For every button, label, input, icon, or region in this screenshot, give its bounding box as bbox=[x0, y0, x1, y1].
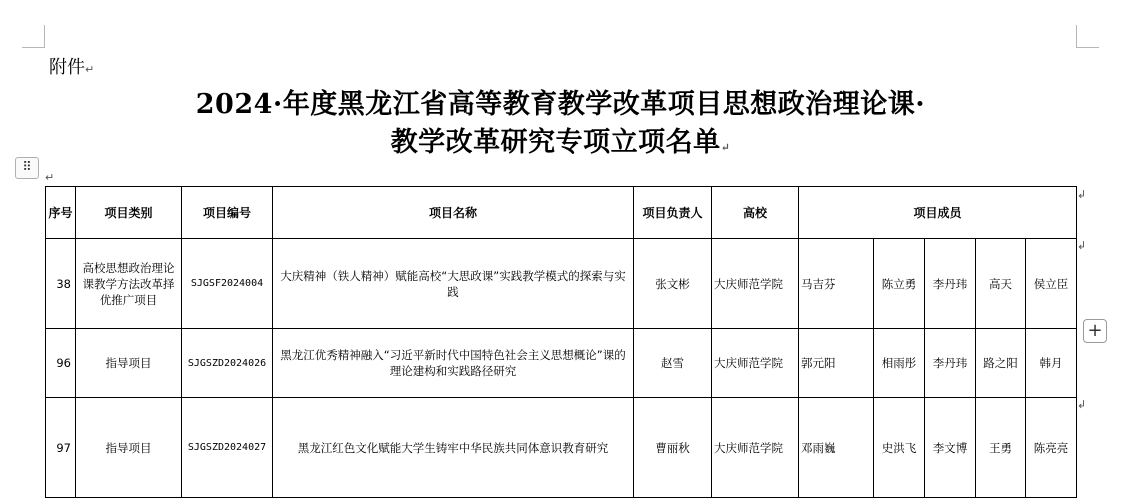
cell-project-name: 黑龙江优秀精神融入“习近平新时代中国特色社会主义思想概论”课的理论建构和实践路径研究 bbox=[273, 329, 634, 398]
header-school: 高校 bbox=[712, 187, 799, 239]
row-end-mark-icon: ↲ bbox=[1077, 239, 1087, 252]
cell-code: SJGSF2024004 bbox=[182, 239, 273, 329]
document-title-line2: 教学改革研究专项立项名单↵ bbox=[390, 127, 731, 158]
cell-project-name: 黑龙江红色文化赋能大学生铸牢中华民族共同体意识教育研究 bbox=[273, 398, 634, 498]
table-header-row bbox=[46, 187, 1077, 239]
attachment-label: 附件↵ bbox=[49, 57, 95, 78]
cell-member: 马吉芬 bbox=[799, 239, 874, 329]
cell-code: SJGSZD2024027 bbox=[182, 398, 273, 498]
cell-member: 陈立勇 bbox=[874, 239, 925, 329]
cell-member: 相雨彤 bbox=[874, 329, 925, 398]
cell-category: 指导项目 bbox=[76, 398, 182, 498]
header-no: 序号 bbox=[46, 187, 76, 239]
cell-code: SJGSZD2024026 bbox=[182, 329, 273, 398]
cell-leader: 张文彬 bbox=[634, 239, 712, 329]
cell-member: 高天 bbox=[976, 239, 1026, 329]
cell-leader: 曹丽秋 bbox=[634, 398, 712, 498]
cell-member: 李文博 bbox=[925, 398, 976, 498]
document-title-line1: 2024·年度黑龙江省高等教育教学改革项目思想政治理论课· bbox=[195, 89, 926, 120]
header-leader: 项目负责人 bbox=[634, 187, 712, 239]
cell-member: 李丹玮 bbox=[925, 239, 976, 329]
cell-member: 李丹玮 bbox=[925, 329, 976, 398]
cell-category: 指导项目 bbox=[76, 329, 182, 398]
cell-member: 韩月 bbox=[1026, 329, 1077, 398]
paragraph-mark-icon: ↵ bbox=[720, 141, 731, 154]
table-row bbox=[46, 398, 1077, 498]
cell-school: 大庆师范学院 bbox=[712, 239, 799, 329]
cell-school: 大庆师范学院 bbox=[712, 398, 799, 498]
paragraph-mark-icon: ↵ bbox=[85, 63, 95, 76]
cell-member: 郭元阳 bbox=[799, 329, 874, 398]
table-row bbox=[46, 329, 1077, 398]
page-corner-mark-left bbox=[22, 25, 45, 48]
cell-member: 邓雨巍 bbox=[799, 398, 874, 498]
cell-no: 38 bbox=[46, 239, 76, 329]
header-code: 项目编号 bbox=[182, 187, 273, 239]
table-move-handle-icon[interactable]: ⠿ bbox=[15, 157, 39, 179]
cell-member: 侯立臣 bbox=[1026, 239, 1077, 329]
cell-member: 陈亮亮 bbox=[1026, 398, 1077, 498]
page-corner-mark-right bbox=[1076, 25, 1099, 48]
cell-school: 大庆师范学院 bbox=[712, 329, 799, 398]
header-name: 项目名称 bbox=[273, 187, 634, 239]
header-category: 项目类别 bbox=[76, 187, 182, 239]
cell-no: 97 bbox=[46, 398, 76, 498]
table-row bbox=[46, 239, 1077, 329]
cell-no: 96 bbox=[46, 329, 76, 398]
paragraph-mark-icon: ↵ bbox=[45, 171, 55, 184]
header-members: 项目成员 bbox=[799, 187, 1077, 239]
project-list-table bbox=[45, 186, 1077, 498]
cell-leader: 赵雪 bbox=[634, 329, 712, 398]
add-row-button[interactable]: + bbox=[1083, 319, 1107, 343]
row-end-mark-icon: ↲ bbox=[1077, 398, 1087, 411]
cell-member: 王勇 bbox=[976, 398, 1026, 498]
row-end-mark-icon: ↲ bbox=[1077, 188, 1087, 201]
cell-member: 史洪飞 bbox=[874, 398, 925, 498]
cell-project-name: 大庆精神（铁人精神）赋能高校“大思政课”实践教学模式的探索与实践 bbox=[273, 239, 634, 329]
cell-member: 路之阳 bbox=[976, 329, 1026, 398]
cell-category: 高校思想政治理论课教学方法改革择优推广项目 bbox=[76, 239, 182, 329]
